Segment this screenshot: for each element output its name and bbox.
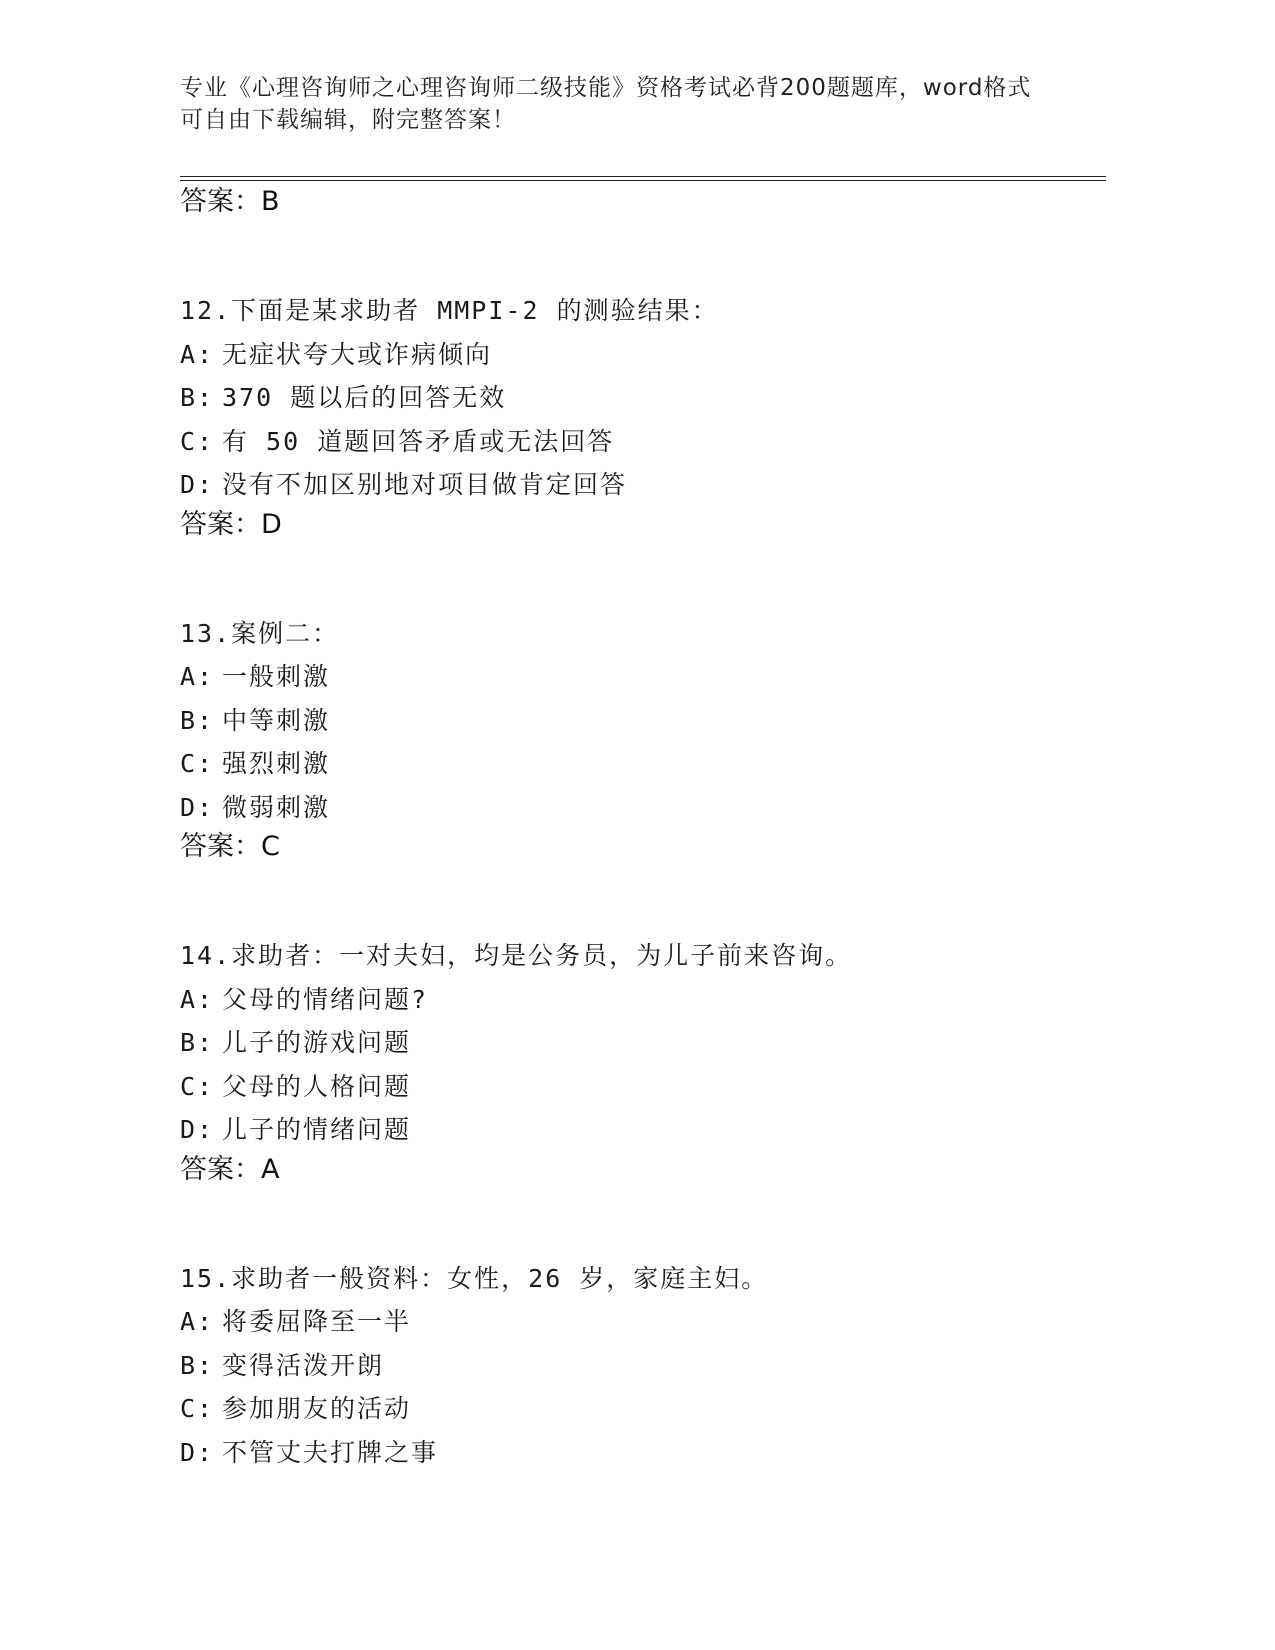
option-b	[180, 376, 1180, 420]
question-stem: 13.案例二：	[180, 618, 340, 648]
option-letter: B:	[180, 705, 215, 735]
option-letter: A:	[180, 1307, 215, 1336]
option-text: 没有不加区别地对项目做肯定回答	[222, 470, 628, 499]
option-b	[180, 1344, 1180, 1388]
answer-value: D	[261, 508, 282, 540]
option-letter: D:	[180, 792, 215, 822]
option-letter: B:	[180, 1350, 215, 1380]
answer-label: 答案：	[180, 508, 261, 540]
answer-value: B	[261, 186, 280, 217]
option-text: 中等刺激	[222, 705, 331, 735]
answer-value: A	[261, 1153, 280, 1185]
option-letter: C:	[180, 1394, 215, 1423]
option-text: 不管丈夫打牌之事	[222, 1437, 439, 1467]
answer-line	[180, 1152, 1180, 1188]
option-text: 父母的人格问题	[222, 1071, 412, 1101]
option-c	[180, 1065, 1180, 1109]
option-letter: D:	[180, 470, 215, 499]
option-d	[180, 463, 1180, 507]
option-letter: A:	[180, 339, 215, 369]
option-c	[180, 420, 1180, 464]
question-stem: 12.下面是某求助者 MMPI-2 的测验结果：	[180, 296, 719, 325]
option-text: 370 题以后的回答无效	[222, 383, 507, 412]
question-12	[180, 289, 1180, 543]
question-14	[180, 934, 1180, 1188]
answer-label: 答案：	[180, 186, 261, 217]
header-divider	[180, 176, 1106, 181]
option-text: 父母的情绪问题?	[222, 984, 429, 1014]
option-d	[180, 786, 1180, 830]
option-text: 无症状夸大或诈病倾向	[222, 339, 493, 369]
option-text: 儿子的情绪问题	[222, 1115, 412, 1144]
option-text: 将委屈降至一半	[222, 1307, 412, 1336]
option-text: 参加朋友的活动	[222, 1394, 412, 1423]
option-text: 微弱刺激	[222, 792, 331, 822]
question-15	[180, 1257, 1180, 1475]
option-text: 一般刺激	[222, 662, 331, 691]
question-13	[180, 612, 1180, 866]
answer-line	[180, 507, 1180, 543]
option-a	[180, 655, 1180, 699]
option-text: 有 50 道题回答矛盾或无法回答	[222, 426, 615, 456]
option-a	[180, 978, 1180, 1022]
answer-line	[180, 829, 1180, 865]
option-text: 变得活泼开朗	[222, 1350, 385, 1380]
question-list	[180, 184, 1180, 1474]
answer-value: C	[261, 831, 280, 862]
option-b	[180, 1021, 1180, 1065]
option-letter: C:	[180, 749, 215, 778]
option-letter: A:	[180, 984, 215, 1014]
option-d	[180, 1431, 1180, 1475]
option-letter: C:	[180, 426, 215, 456]
header-line-1: 专业《心理咨询师之心理咨询师二级技能》资格考试必背200题题库，word格式	[180, 75, 1032, 101]
answer-line	[180, 184, 1180, 220]
header-line-2: 可自由下载编辑，附完整答案！	[180, 107, 516, 133]
option-b	[180, 699, 1180, 743]
option-letter: B:	[180, 1028, 215, 1057]
option-text: 强烈刺激	[222, 749, 331, 778]
option-c	[180, 1387, 1180, 1431]
question-stem: 14.求助者：一对夫妇，均是公务员，为儿子前来咨询。	[180, 941, 853, 970]
option-text: 儿子的游戏问题	[222, 1028, 412, 1057]
option-a	[180, 1300, 1180, 1344]
option-letter: B:	[180, 383, 215, 412]
answer-label: 答案：	[180, 1153, 261, 1185]
option-letter: D:	[180, 1115, 215, 1144]
page-header	[180, 72, 1060, 136]
question-stem: 15.求助者一般资料：女性，26 岁，家庭主妇。	[180, 1263, 769, 1293]
option-letter: C:	[180, 1071, 215, 1101]
option-a	[180, 333, 1180, 377]
option-letter: A:	[180, 662, 215, 691]
option-letter: D:	[180, 1437, 215, 1467]
answer-label: 答案：	[180, 831, 261, 862]
option-d	[180, 1108, 1180, 1152]
option-c	[180, 742, 1180, 786]
